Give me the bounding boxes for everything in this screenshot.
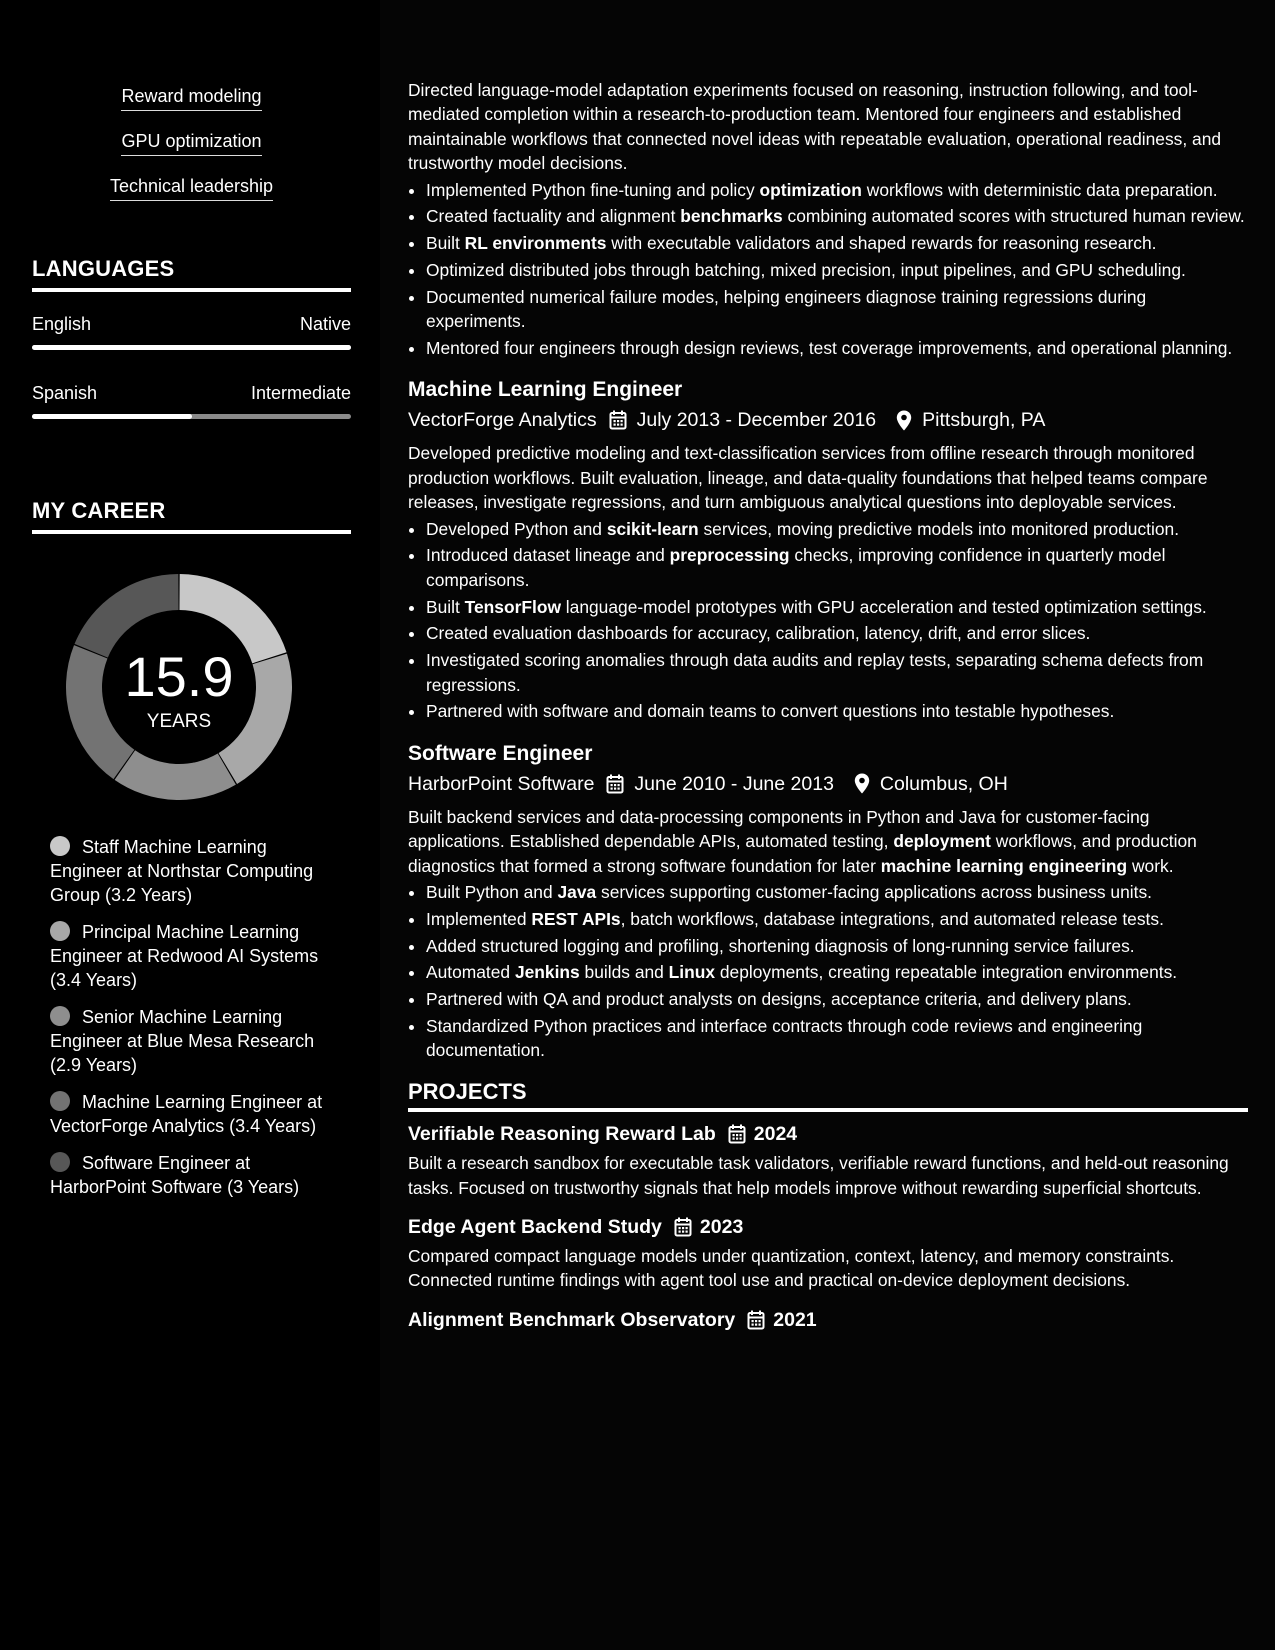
bullet-item: • Created factuality and alignment benchmarks combining automated scores with structured human review.	[426, 204, 1248, 228]
experience-list	[408, 376, 1248, 1062]
legend-dot-icon	[50, 836, 70, 856]
career-legend-item	[50, 835, 330, 907]
bullet-item: • Built RL environments with executable validators and shaped rewards for reasoning research.	[426, 231, 1248, 255]
language-spanish	[32, 383, 351, 419]
sidebar	[0, 0, 380, 1650]
languages-heading: LANGUAGES	[32, 256, 351, 292]
bullet-item: • Partnered with software and domain teams to convert questions into testable hypotheses.	[426, 699, 1248, 723]
bullet-item: • Mentored four engineers through design reviews, test coverage improvements, and operational planning.	[426, 336, 1248, 360]
bullet-item: • Built Python and Java services supporting customer-facing applications across business units.	[426, 880, 1248, 904]
calendar-icon	[606, 774, 624, 794]
legend-dot-icon	[50, 921, 70, 941]
bullet-item: • Introduced dataset lineage and preprocessing checks, improving confidence in quarterly model comparisons.	[426, 543, 1248, 592]
career-total: 15.9	[124, 645, 234, 708]
job-location: Columbus, OH	[879, 772, 1008, 795]
career-legend-label: Software Engineer at HarborPoint Software (3 Years)	[50, 1153, 300, 1197]
project-title: Alignment Benchmark Observatory	[408, 1308, 736, 1331]
language-english	[32, 314, 351, 350]
career-legend-item	[50, 1005, 330, 1077]
bullet-item: • Built TensorFlow language-model prototypes with GPU acceleration and tested optimization settings.	[426, 595, 1248, 619]
job-bullets	[408, 880, 1248, 1063]
job-meta	[408, 771, 1248, 797]
bullet-item: • Partnered with QA and product analysts on designs, acceptance criteria, and delivery plans.	[426, 987, 1248, 1011]
job-dates: July 2013 - December 2016	[636, 409, 877, 432]
career-legend-label: Principal Machine Learning Engineer at Redwood AI Systems (3.4 Years)	[50, 922, 319, 990]
language-name: Spanish	[32, 383, 98, 403]
legend-dot-icon	[50, 1152, 70, 1172]
career-segment	[115, 750, 236, 800]
location-pin-icon	[896, 410, 912, 431]
bullet-item: • Documented numerical failure modes, helping engineers diagnose training regressions during experiments.	[426, 285, 1248, 334]
project-entry	[408, 1214, 1248, 1293]
project-title-row	[408, 1121, 1248, 1147]
bullet-item: • Optimized distributed jobs through batching, mixed precision, input pipelines, and GPU scheduling.	[426, 258, 1248, 282]
bullet-item: • Automated Jenkins builds and Linux deployments, creating repeatable integration environments.	[426, 960, 1248, 984]
language-level: Native	[299, 314, 351, 334]
project-title-row	[408, 1214, 1248, 1240]
project-title: Edge Agent Backend Study	[408, 1216, 662, 1239]
project-year: 2021	[773, 1308, 817, 1331]
job-summary: Developed predictive modeling and text-classification services from offline research through monitored production workflows. Built evaluation, lineage, and data-quality foundations that helped teams compare releases, investigate regressions, and turn ambiguous analytical questions into deployable services.	[408, 443, 1208, 513]
calendar-icon	[728, 1124, 746, 1144]
skill-tag: GPU optimization	[121, 131, 261, 156]
language-proficiency-fill	[32, 414, 192, 419]
job-company: HarborPoint Software	[408, 772, 595, 795]
job-location: Pittsburgh, PA	[922, 409, 1046, 432]
project-entry	[408, 1307, 1248, 1333]
career-legend-label: Senior Machine Learning Engineer at Blue Mesa Research (2.9 Years)	[50, 1007, 315, 1075]
career-legend-item	[50, 920, 330, 992]
language-level: Intermediate	[250, 383, 351, 403]
job-dates: June 2010 - June 2013	[634, 772, 834, 795]
legend-dot-icon	[50, 1091, 70, 1111]
main-content	[380, 0, 1275, 1650]
job-entry	[408, 740, 1248, 1063]
language-proficiency-bar	[32, 414, 351, 419]
career-legend	[50, 835, 330, 1212]
location-pin-icon	[854, 773, 870, 794]
calendar-icon	[609, 410, 627, 430]
legend-dot-icon	[50, 1006, 70, 1026]
project-entry	[408, 1121, 1248, 1200]
skill-tag: Reward modeling	[121, 86, 261, 111]
career-legend-label: Staff Machine Learning Engineer at Northstar Computing Group (3.2 Years)	[50, 837, 314, 905]
skill-tag: Technical leadership	[110, 176, 273, 201]
career-legend-label: Machine Learning Engineer at VectorForge Analytics (3.4 Years)	[50, 1092, 323, 1136]
projects-heading: PROJECTS	[408, 1080, 1248, 1112]
bullet-item: • Implemented Python fine-tuning and policy optimization workflows with deterministic data preparation.	[426, 178, 1248, 202]
calendar-icon	[674, 1217, 692, 1237]
job-summary: Built backend services and data-processing components in Python and Java for customer-facing applications. Established dependable APIs, automated testing, deployment workflows, and production diagnostics that formed a strong software foundation for later machine learning engineering work.	[408, 806, 1197, 876]
project-year: 2024	[753, 1123, 798, 1146]
project-description: Compared compact language models under quantization, context, latency, and memory constraints. Connected runtime findings with agent tool use and practical on-device deployment decisions.	[408, 1246, 1175, 1291]
bullet-item: • Standardized Python practices and interface contracts through code reviews and engineering documentation.	[426, 1014, 1248, 1063]
bullet-item: • Investigated scoring anomalies through data audits and replay tests, separating schema defects from regressions.	[426, 648, 1248, 697]
projects-list	[408, 1121, 1248, 1333]
project-title: Verifiable Reasoning Reward Lab	[408, 1123, 716, 1146]
job-bullets	[408, 517, 1248, 724]
language-name: English	[32, 314, 92, 334]
job-title: Machine Learning Engineer	[408, 378, 683, 402]
career-legend-item	[50, 1151, 330, 1199]
skills-list	[32, 86, 351, 221]
language-proficiency-fill	[32, 345, 351, 350]
bullet-item: • Implemented REST APIs, batch workflows, database integrations, and automated release tests.	[426, 907, 1248, 931]
project-year: 2023	[699, 1216, 744, 1239]
career-legend-item	[50, 1090, 330, 1138]
role-summary: Directed language-model adaptation experiments focused on reasoning, instruction following, and tool-mediated completion within a research-to-production team. Mentored four engineers and established maintainable workflows that connected novel ideas with repeatable evaluation, operational readiness, and trustworthy model decisions.	[408, 80, 1222, 174]
job-title: Software Engineer	[408, 741, 593, 765]
job-meta	[408, 407, 1248, 433]
job-entry	[408, 376, 1248, 723]
bullet-item: • Created evaluation dashboards for accuracy, calibration, latency, drift, and error slices.	[426, 621, 1248, 645]
job-company: VectorForge Analytics	[408, 409, 597, 432]
bullet-item: • Developed Python and scikit-learn services, moving predictive models into monitored production.	[426, 517, 1248, 541]
calendar-icon	[747, 1310, 765, 1330]
role-bullets	[408, 178, 1248, 361]
bullet-item: • Added structured logging and profiling, shortening diagnosis of long-running service failures.	[426, 934, 1248, 958]
career-unit: YEARS	[146, 711, 212, 732]
project-description: Built a research sandbox for executable task validators, verifiable reward functions, and held-out reasoning tasks. Focused on trustworthy signals that help models improve without rewarding superficial shortcuts.	[408, 1153, 1229, 1198]
career-donut-chart	[66, 574, 292, 800]
language-proficiency-bar	[32, 345, 351, 350]
project-title-row	[408, 1307, 1248, 1333]
career-heading: MY CAREER	[32, 498, 351, 534]
